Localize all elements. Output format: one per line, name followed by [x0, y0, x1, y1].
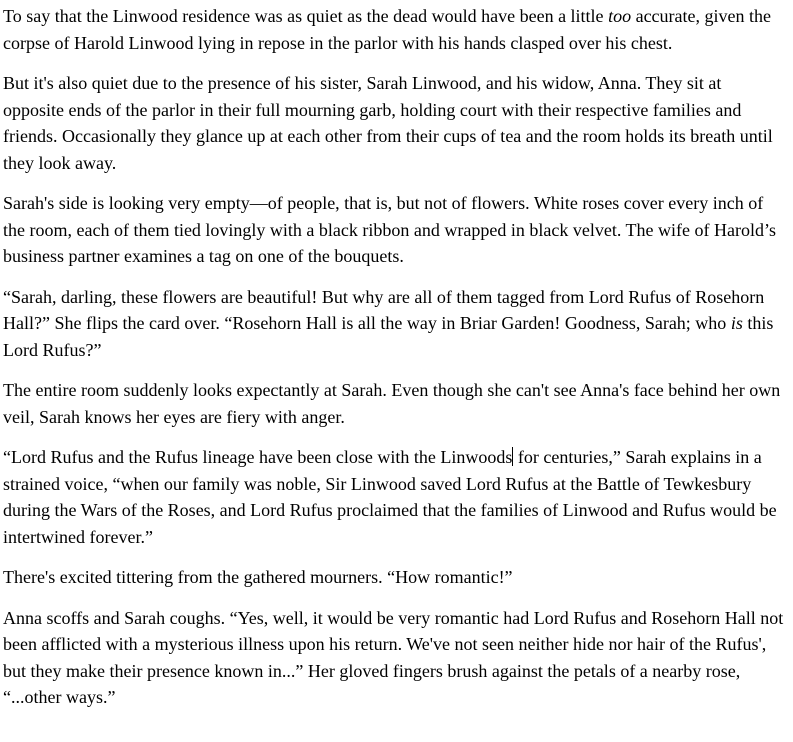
paragraph-5: [3, 377, 785, 430]
paragraph-text: Sarah's side is looking very empty—of people, that is, but not of flowers. White roses cover every inch of the room, each of them tied lovingly with a black ribbon and wrapped in black velvet. The wife of Harold’s business partner examines a tag on one of the bouquets.: [3, 193, 776, 266]
paragraph-text: Anna scoffs and Sarah coughs. “Yes, well, it would be very romantic had Lord Rufus and Rosehorn Hall not been afflicted with a mysterious illness upon his return. We've not seen neither hide nor hair of the Rufus', but they make their presence known in...” Her gloved fingers brush against the petals of a nearby rose, “...other ways.”: [3, 607, 784, 707]
paragraph-4: [3, 284, 785, 364]
paragraph-text: for centuries,” Sarah explains in a strained voice, “when our family was noble, Sir Linwood saved Lord Rufus at the Battle of Tewkesbury during the Wars of the Roses, and Lord Rufus proclaimed that the families of Linwood and Rufus would be intertwined forever.”: [3, 447, 777, 547]
paragraph-6: [3, 444, 785, 550]
paragraph-7: [3, 564, 785, 591]
paragraph-text: But it's also quiet due to the presence of his sister, Sarah Linwood, and his widow, Anna. They sit at opposite ends of the parlor in their full mourning garb, holding court with their respective families and friends. Occasionally they glance up at each other from their cups of tea and the room holds its breath until they look away.: [3, 73, 773, 173]
paragraph-text: this Lord Rufus?”: [3, 313, 774, 360]
paragraph-2: [3, 70, 785, 176]
paragraph-3: [3, 190, 785, 270]
paragraph-text: “Lord Rufus and the Rufus lineage have been close with the Linwoods: [3, 447, 513, 467]
paragraph-text: The entire room suddenly looks expectantly at Sarah. Even though she can't see Anna's face behind her own veil, Sarah knows her eyes are fiery with anger.: [3, 380, 781, 427]
paragraph-text: “Sarah, darling, these flowers are beautiful! But why are all of them tagged from Lord Rufus of Rosehorn Hall?” She flips the card over. “Rosehorn Hall is all the way in Briar Garden! Goodness, Sarah; who: [3, 286, 765, 333]
paragraph-text: To say that the Linwood residence was as quiet as the dead would have been a little: [3, 6, 609, 26]
emphasis-text: is: [730, 313, 743, 333]
emphasis-text: too: [608, 6, 632, 26]
paragraph-8: [3, 605, 785, 711]
paragraph-1: [3, 3, 785, 56]
paragraph-text: accurate, given the corpse of Harold Linwood lying in repose in the parlor with his hands clasped over his chest.: [3, 6, 771, 53]
paragraph-text: There's excited tittering from the gathered mourners. “How romantic!”: [3, 567, 513, 587]
